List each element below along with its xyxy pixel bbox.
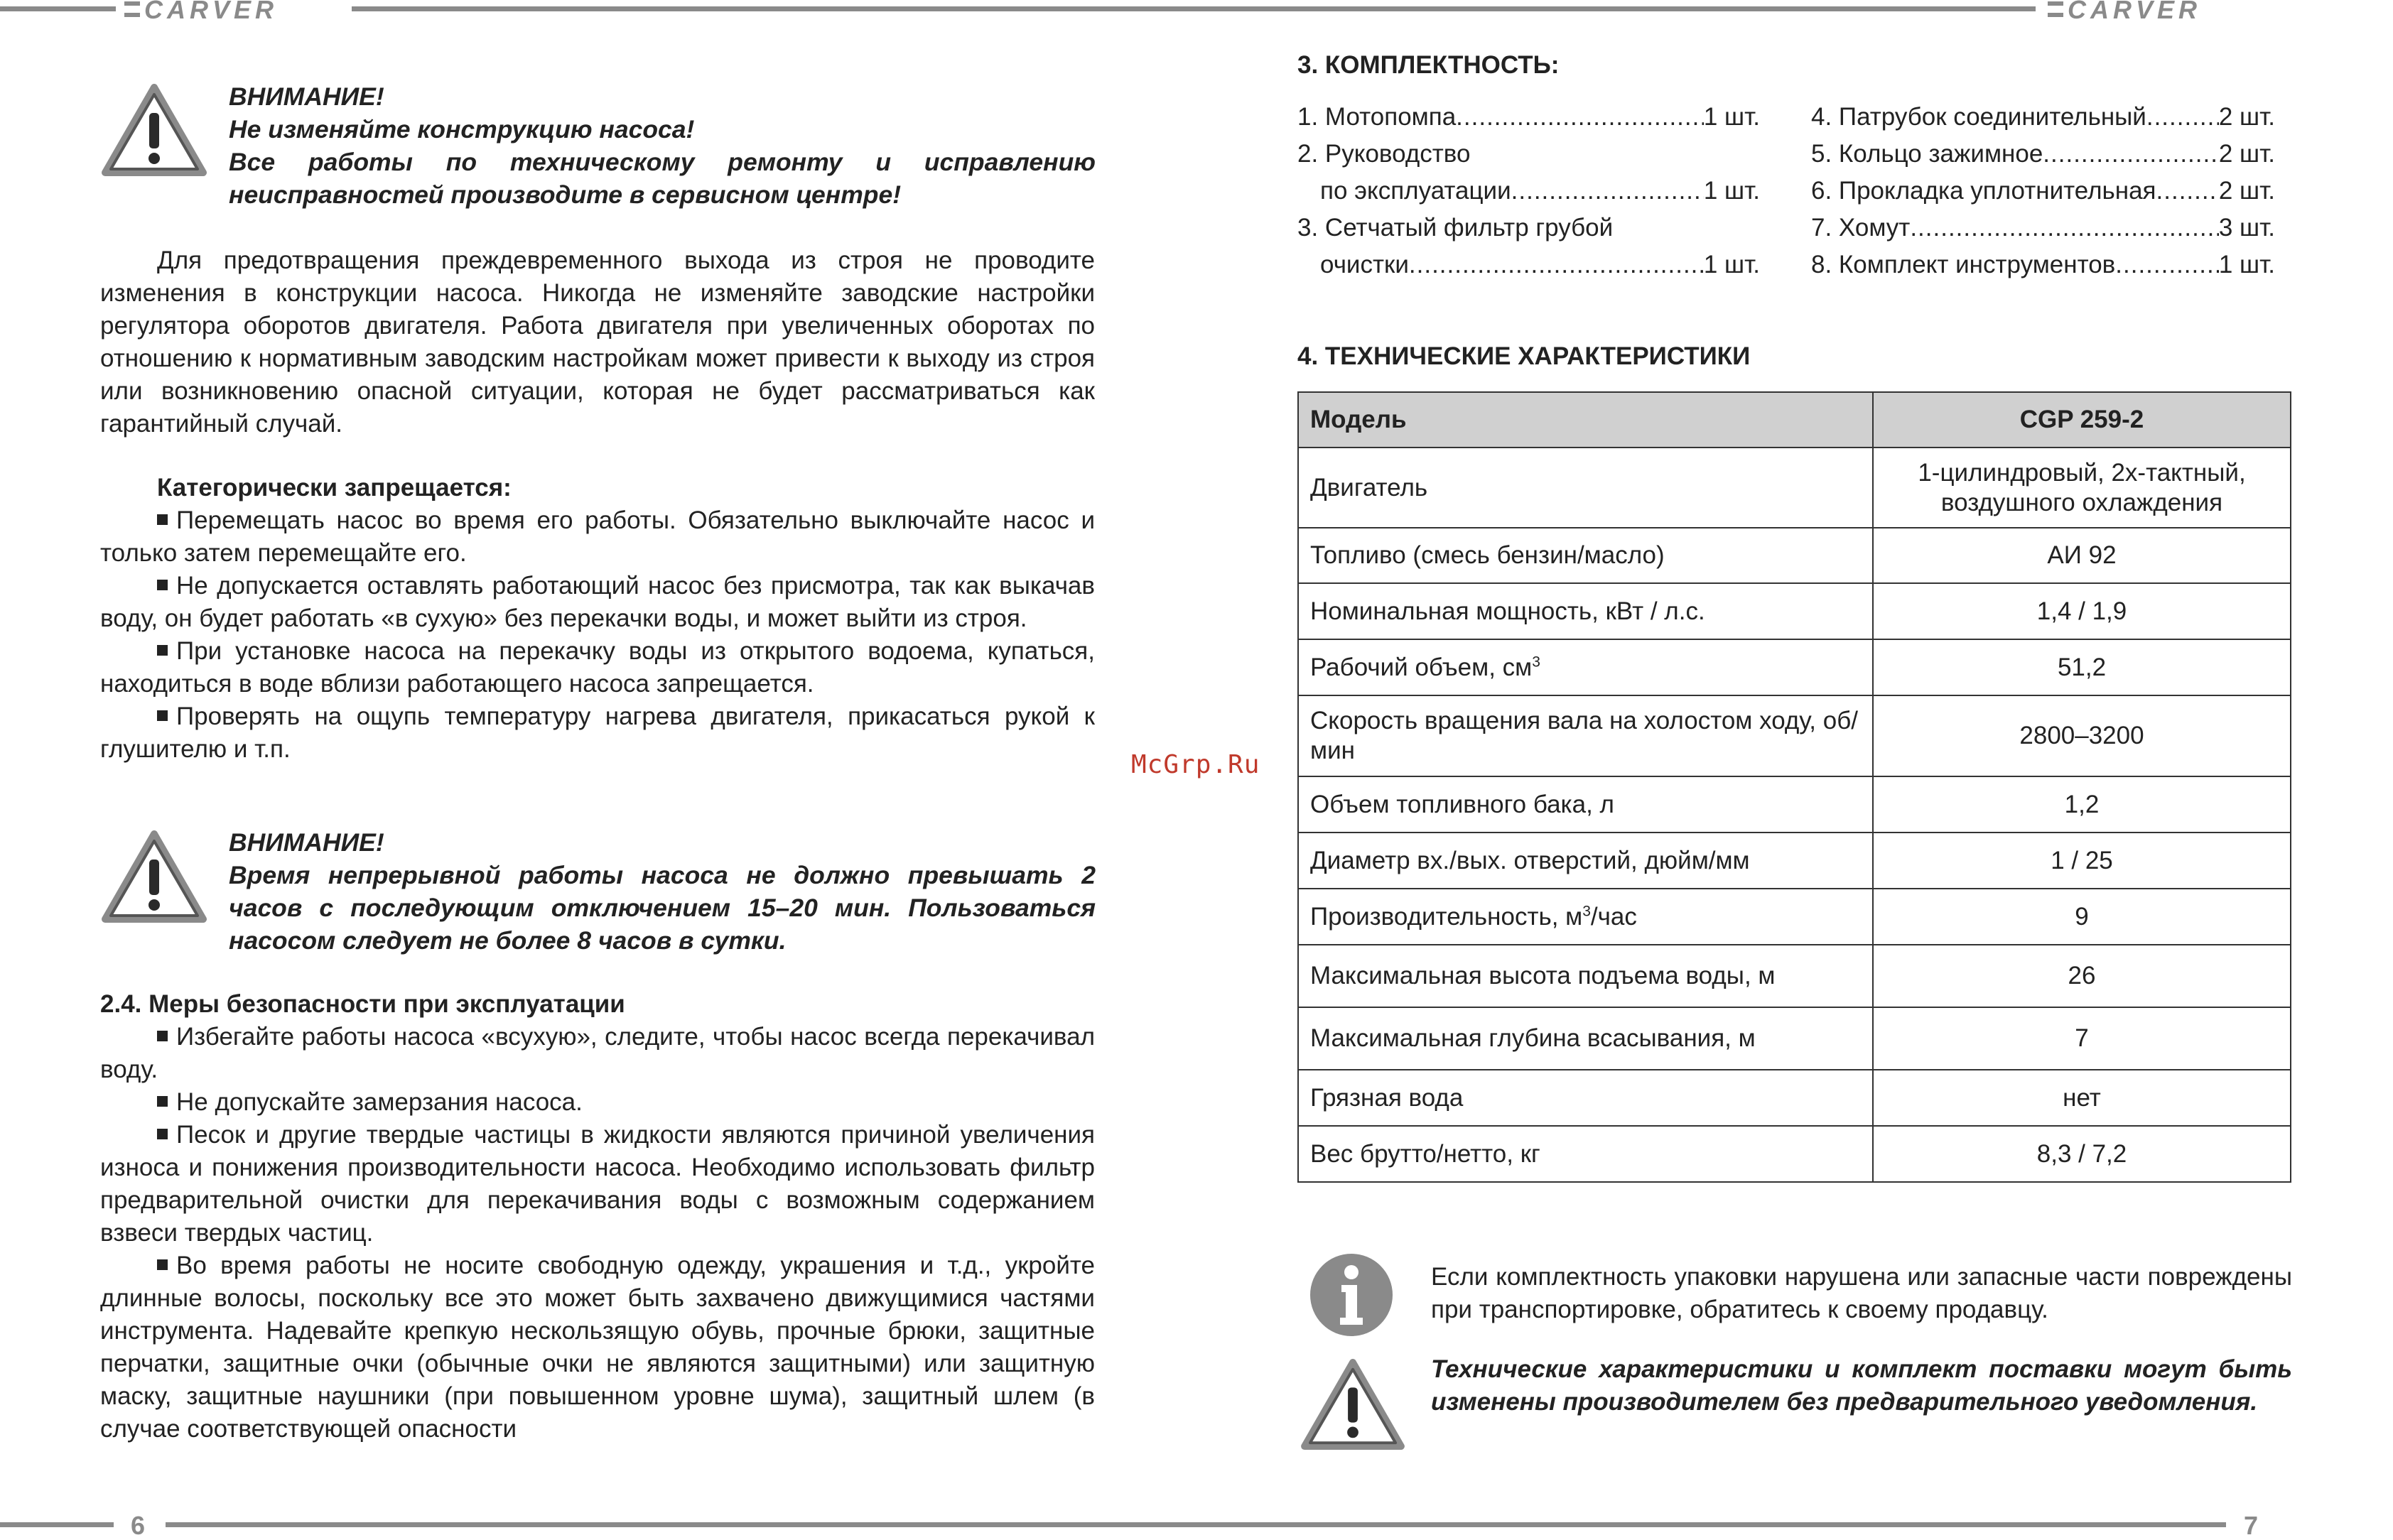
list-item [100,1249,1095,1446]
watermark: McGrp.Ru [1131,750,1260,779]
warning-triangle-icon [101,83,207,177]
kit-item-leader [1456,99,1704,136]
value-cell: нет [1873,1070,2291,1126]
kit-item-qty: 1 шт. [1703,177,1760,205]
bullet-icon [157,645,168,656]
param-cell [1298,639,1873,695]
header-line-left [0,6,116,11]
list-item-text: Песок и другие твердые частицы в жидкости являются причиной увеличения износа и понижения производительности насоса. Необходимо использовать фильтр предварительной очистки для перекачивания воды с возможным содержанием взвеси твердых частиц. [100,1121,1095,1247]
table-header-row [1298,392,2291,448]
table-row [1298,639,2291,695]
kit-item [1811,136,2275,173]
kit-item-qty: 1 шт. [1703,103,1760,131]
header-param: Модель [1298,392,1873,448]
value-cell: 7 [1873,1007,2291,1070]
warning-note: Технические характеристики и комплект поставки могут быть изменены производителем без предварительного уведомления. [1431,1355,2292,1416]
paragraph-intro: Для предотвращения преждевременного выхода из строя не проводите изменения в конструкции насоса. Никогда не изменяйте заводские настройки регулятора оборотов двигателя. Работа двигателя при увеличенных оборотах по отношению к нормативным заводским настройкам может привести к выходу из строя или возникновению опасной ситуации, которая не будет рассматриваться как гарантийный случай. [100,246,1095,438]
table-row [1298,1007,2291,1070]
param-text: Производительность, м [1310,902,1583,931]
list-item-text: Не допускается оставлять работающий насос без присмотра, так как выкачав воду, он будет работать «в сухую» без перекачки воды, и может выйти из строя. [100,572,1095,632]
logo-mark-icon [124,1,140,17]
kit-item-name: 5. Кольцо зажимное [1811,140,2043,168]
value-cell: 9 [1873,889,2291,945]
param-sup: 3 [1582,902,1591,919]
kit-item-name: очистки [1320,251,1409,278]
value-cell: 1 / 25 [1873,833,2291,889]
kit-item [1297,210,1760,246]
value-cell: 26 [1873,945,2291,1007]
value-cell: 1,2 [1873,776,2291,833]
param-cell: Диаметр вх./вых. отверстий, дюйм/мм [1298,833,1873,889]
page-number-left: 6 [131,1511,146,1540]
kit-item-qty: 1 шт. [2218,251,2275,278]
list-item [100,1119,1095,1249]
kit-item-name: 8. Комплект инструментов [1811,251,2116,278]
footer-line-left [0,1522,114,1527]
list-item [100,1086,1095,1119]
list-item [100,504,1095,570]
table-row [1298,833,2291,889]
bullet-icon [157,1259,168,1270]
param-sup: 3 [1532,653,1540,670]
warning-title: ВНИМАНИЕ! [229,828,384,857]
kit-item-leader [2156,173,2219,210]
kit-item-name: 2. Руководство [1297,140,1471,168]
param-cell: Топливо (смесь бензин/масло) [1298,528,1873,583]
param-cell: Грязная вода [1298,1070,1873,1126]
warning-triangle-icon [101,830,207,923]
kit-item [1297,99,1760,136]
warning-block-2 [229,826,1096,957]
kit-item-qty: 3 шт. [2218,214,2275,242]
table-row [1298,695,2291,776]
warning-line: Все работы по техническому ремонту и исправлению неисправностей производите в сервисном центре! [229,148,1096,209]
bullet-icon [157,514,168,525]
param-suffix: /час [1590,902,1637,931]
value-cell: 51,2 [1873,639,2291,695]
param-cell: Вес брутто/нетто, кг [1298,1126,1873,1182]
kit-item-leader [2043,136,2219,173]
table-row [1298,583,2291,639]
list-item [100,1021,1095,1086]
brand-logo-right [2048,0,2201,23]
section-title: 2.4. Меры безопасности при эксплуатации [100,990,625,1018]
info-note: Если комплектность упаковки нарушена или запасные части повреждены при транспортировке, обратитесь к своему продавцу. [1431,1263,2292,1323]
kit-title: 3. КОМПЛЕКТНОСТЬ: [1297,51,1560,79]
info-circle-icon [1309,1252,1394,1338]
kit-item [1297,173,1760,210]
kit-item [1811,173,2275,210]
table-row [1298,945,2291,1007]
bullet-icon [157,1096,168,1107]
brand-logo-left [124,0,278,23]
param-cell: Объем топливного бака, л [1298,776,1873,833]
warning-block-1 [229,80,1096,211]
kit-item [1297,136,1760,173]
warning-line: Не изменяйте конструкцию насоса! [229,115,695,143]
kit-item-name: 6. Прокладка уплотнительная [1811,177,2156,205]
kit-item-leader [1910,210,2219,246]
kit-item-qty: 2 шт. [2218,140,2275,168]
header-value: CGP 259-2 [1873,392,2291,448]
param-cell: Номинальная мощность, кВт / л.с. [1298,583,1873,639]
kit-item [1297,246,1760,283]
spec-table [1297,391,2291,1183]
kit-item-leader [1511,173,1704,210]
footer-line-center [166,1522,2226,1527]
value-cell: 2800–3200 [1873,695,2291,776]
param-text: Рабочий объем, см [1310,653,1533,681]
logo-mark-icon [2048,1,2063,17]
spec-title: 4. ТЕХНИЧЕСКИЕ ХАРАКТЕРИСТИКИ [1297,342,1751,370]
kit-item-name: по эксплуатации [1320,177,1511,205]
kit-item [1811,246,2275,283]
kit-item [1811,99,2275,136]
table-row [1298,448,2291,528]
list-item-text: При установке насоса на перекачку воды из открытого водоема, купаться, находиться в воде вблизи работающего насоса запрещается. [100,637,1095,698]
bullet-icon [157,710,168,721]
kit-item-leader [2115,246,2219,283]
header-line-center [352,6,2036,11]
warning-title: ВНИМАНИЕ! [229,82,384,111]
param-cell: Двигатель [1298,448,1873,528]
kit-item-name: 7. Хомут [1811,214,1911,242]
kit-item-qty: 2 шт. [2218,177,2275,205]
param-cell [1298,889,1873,945]
bullet-icon [157,1031,168,1041]
param-cell: Максимальная высота подъема воды, м [1298,945,1873,1007]
list-item-text: Во время работы не носите свободную одежду, украшения и т.д., укройте длинные волосы, поскольку все это может быть захвачено движущимися частями инструмента. Надевайте крепкую нескользящую обувь, прочные брюки, защитные перчатки, защитные очки (обычные очки не являются защитными) или защитную маску, защитные наушники (при повышенном уровне шума), защитный шлем (в случае соответствующей опасности [100,1252,1095,1443]
list-item-text: Избегайте работы насоса «всухую», следите, чтобы насос всегда перекачивал воду. [100,1023,1095,1083]
list-item-text: Перемещать насос во время его работы. Обязательно выключайте насос и только затем перемещайте его. [100,506,1095,567]
list-item-text: Не допускайте замерзания насоса. [176,1088,583,1116]
list-item [100,635,1095,700]
value-cell: 8,3 / 7,2 [1873,1126,2291,1182]
table-row [1298,776,2291,833]
bullet-icon [157,580,168,590]
table-row [1298,1126,2291,1182]
kit-list-right [1811,99,2275,283]
kit-list-left [1297,99,1760,283]
kit-item-name: 1. Мотопомпа [1297,103,1457,131]
list-item-text: Проверять на ощупь температуру нагрева двигателя, прикасаться рукой к глушителю и т.п. [100,703,1095,763]
forbidden-title: Категорически запрещается: [157,474,512,501]
table-row [1298,528,2291,583]
value-cell: АИ 92 [1873,528,2291,583]
table-row [1298,1070,2291,1126]
param-cell: Скорость вращения вала на холостом ходу, об/мин [1298,695,1873,776]
kit-item-leader [2146,99,2219,136]
table-row [1298,889,2291,945]
kit-item-qty: 2 шт. [2218,103,2275,131]
kit-item-name: 3. Сетчатый фильтр грубой [1297,214,1614,242]
list-item [100,700,1095,766]
safety-section [100,988,1095,1446]
kit-item-name: 4. Патрубок соединительный [1811,103,2146,131]
warning-triangle-icon [1300,1358,1405,1450]
brand-text: CARVER [144,0,279,24]
kit-item-qty: 1 шт. [1703,251,1760,278]
param-cell: Максимальная глубина всасывания, м [1298,1007,1873,1070]
brand-text: CARVER [2068,0,2202,24]
bullet-icon [157,1129,168,1139]
warning-line: Время непрерывной работы насоса не должно превышать 2 часов с последующим отключением 15–20 мин. Пользоваться насосом следует не более 8 часов в сутки. [229,861,1096,955]
value-cell: 1-цилиндровый, 2х-тактный, воздушного охлаждения [1873,448,2291,528]
kit-item [1811,210,2275,246]
list-item [100,570,1095,635]
forbidden-section [100,472,1095,766]
page-number-right: 7 [2244,1511,2259,1540]
value-cell: 1,4 / 1,9 [1873,583,2291,639]
kit-item-leader [1409,246,1704,283]
